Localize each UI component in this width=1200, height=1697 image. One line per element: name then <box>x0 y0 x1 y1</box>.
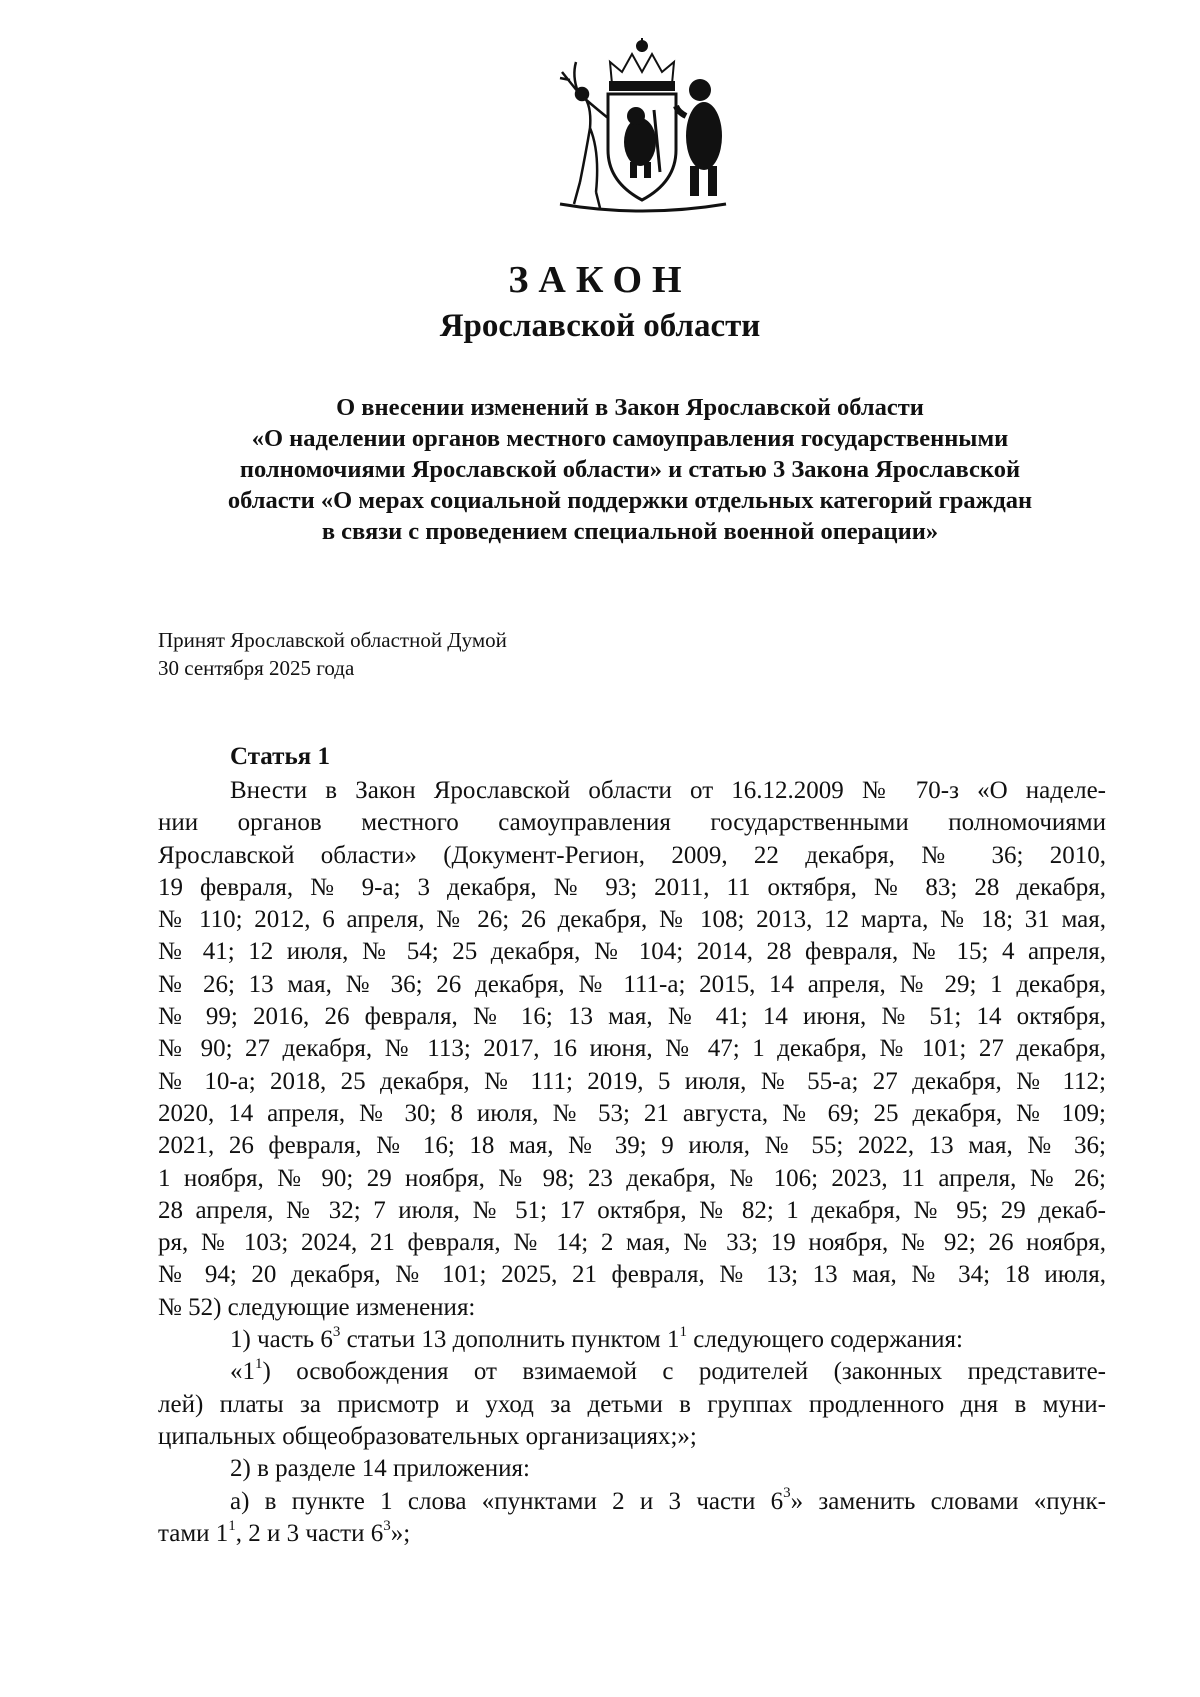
item-1: 1) часть $6^3$ статьи 13 дополнить пунктом $1^1$ следующего содержания: <box>230 1323 963 1354</box>
quoted-clause: «$1^1$) освобождения от взимаемой с родителей (законных представите- <box>230 1356 1106 1386</box>
bear-supporter-icon <box>676 79 722 196</box>
quoted-clause-line: ципальных общеобразовательных организациях;»; <box>158 1422 697 1450</box>
article-heading: Статья 1 <box>230 743 330 770</box>
body-line: Ярославской области» (Документ-Регион, 2009, 22 декабря, № 36; 2010, <box>158 841 1106 869</box>
coat-of-arms-emblem <box>540 32 745 217</box>
body-line: № 90; 27 декабря, № 113; 2017, 16 июня, № 47; 1 декабря, № 101; 27 декабря, <box>158 1035 1106 1063</box>
item-2: 2) в разделе 14 приложения: <box>230 1455 530 1483</box>
adoption-note <box>158 626 507 682</box>
item-2a: а) в пункте 1 слова «пунктами 2 и 3 части $6^3$» заменить словами «пунк- <box>230 1485 1107 1515</box>
body-line: № 94; 20 декабря, № 101; 2025, 21 февраля, № 13; 13 мая, № 34; 18 июля, <box>158 1261 1106 1289</box>
article-body <box>158 775 1106 1550</box>
body-line: 19 февраля, № 9-а; 3 декабря, № 93; 2011, 11 октября, № 83; 28 декабря, <box>158 873 1106 901</box>
body-line: 1 ноября, № 90; 29 ноября, № 98; 23 декабря, № 106; 2023, 11 апреля, № 26; <box>158 1164 1106 1192</box>
crown-icon <box>610 38 674 90</box>
body-line: ря, № 103; 2024, 21 февраля, № 14; 2 мая, № 33; 19 ноября, № 92; 26 ноября, <box>158 1229 1106 1257</box>
title-line: полномочиями Ярославской области» и статью 3 Закона Ярославской <box>239 456 1021 483</box>
body-line: 28 апреля, № 32; 7 июля, № 51; 17 октября, № 82; 1 декабря, № 95; 29 декаб- <box>158 1196 1106 1224</box>
adoption-body: Принят Ярославской областной Думой <box>158 628 507 652</box>
body-line: № 110; 2012, 6 апреля, № 26; 26 декабря, № 108; 2013, 12 марта, № 18; 31 мая, <box>158 906 1106 934</box>
law-title <box>150 392 1110 547</box>
adoption-date: 30 сентября 2025 года <box>158 656 355 680</box>
title-line: «О наделении органов местного самоуправления государственными <box>251 425 1009 452</box>
item-2a-continuation: тами $1^1$, 2 и 3 части $6^3$»; <box>158 1517 411 1547</box>
title-line: области «О мерах социальной поддержки отдельных категорий граждан <box>227 487 1033 514</box>
body-line: № 26; 13 мая, № 36; 26 декабря, № 111-а; 2015, 14 апреля, № 29; 1 декабря, <box>158 970 1106 998</box>
body-line: № 10-а; 2018, 25 декабря, № 111; 2019, 5 июля, № 55-а; 27 декабря, № 112; <box>158 1067 1106 1095</box>
quoted-clause-line: лей) платы за присмотр и уход за детьми в группах продленного дня в муни- <box>158 1390 1106 1418</box>
body-line: нии органов местного самоуправления государственными полномочиями <box>158 809 1106 837</box>
issuing-region: Ярославской области <box>439 308 761 344</box>
title-line: О внесении изменений в Закон Ярославской области <box>336 394 924 421</box>
body-line: № 41; 12 июля, № 54; 25 декабря, № 104; 2014, 28 февраля, № 15; 4 апреля, <box>158 938 1106 966</box>
title-line: в связи с проведением специальной военной операции» <box>321 518 939 545</box>
deer-icon <box>560 62 608 208</box>
document-type: ЗАКОН <box>508 259 692 301</box>
body-line: 2020, 14 апреля, № 30; 8 июля, № 53; 21 августа, № 69; 25 декабря, № 109; <box>158 1099 1106 1127</box>
body-line: 2021, 26 февраля, № 16; 18 мая, № 39; 9 июля, № 55; 2022, 13 мая, № 36; <box>158 1132 1106 1160</box>
body-line: № 52) следующие изменения: <box>158 1293 476 1321</box>
base-ornament <box>560 204 726 211</box>
body-line: № 99; 2016, 26 февраля, № 16; 13 мая, № 41; 14 июня, № 51; 14 октября, <box>158 1003 1106 1031</box>
body-line: Внести в Закон Ярославской области от 16.12.2009 № 70-з «О наделе- <box>230 777 1106 804</box>
